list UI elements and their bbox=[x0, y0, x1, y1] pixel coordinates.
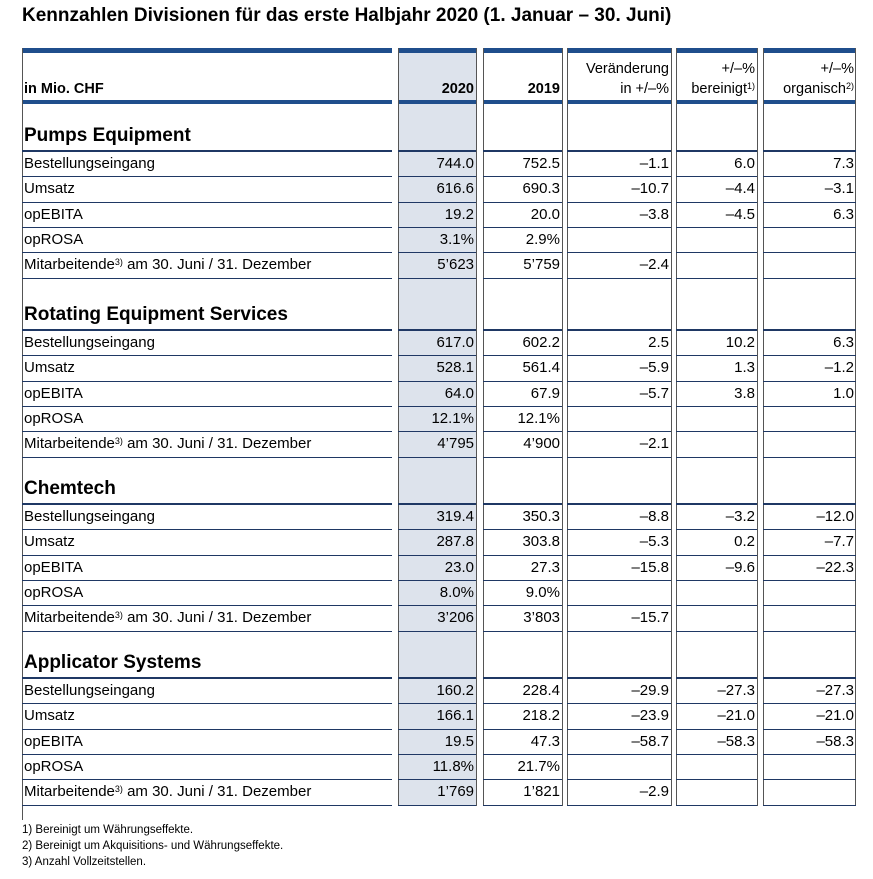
cell-2020: 166.1 bbox=[436, 707, 474, 725]
row-separator bbox=[398, 503, 476, 505]
row-separator bbox=[398, 580, 476, 581]
row-label: Bestellungseingang bbox=[24, 155, 155, 172]
row-separator bbox=[22, 150, 392, 152]
employees-label-date: am 30. Juni / 31. Dezember bbox=[122, 256, 312, 274]
row-separator bbox=[22, 227, 392, 228]
header-rule bbox=[763, 100, 856, 104]
row-separator bbox=[567, 677, 671, 679]
cell-2020: 11.8% bbox=[432, 757, 474, 775]
row-separator bbox=[22, 457, 392, 458]
cell-change: –15.8 bbox=[631, 558, 669, 576]
row-separator bbox=[22, 278, 392, 279]
row-separator bbox=[676, 355, 757, 356]
row-separator bbox=[763, 729, 856, 730]
row-separator bbox=[483, 677, 562, 679]
footnote-2: 2) Bereinigt um Akquisitions- und Währungseffekte. bbox=[22, 840, 284, 852]
cell-2020: 23.0 bbox=[444, 558, 474, 576]
cell-2020: 616.6 bbox=[436, 180, 474, 198]
top-rule bbox=[567, 48, 671, 53]
cell-2020: 528.1 bbox=[436, 359, 474, 377]
row-separator bbox=[567, 355, 671, 356]
cell-change: –5.9 bbox=[639, 359, 669, 377]
cell-2020: 19.5 bbox=[444, 732, 474, 750]
cell-2020: 5’623 bbox=[437, 256, 474, 274]
header-adjusted-line2: bereinigt$^{1)}$ bbox=[691, 81, 755, 97]
header-organic-line2: organisch$^{2)}$ bbox=[783, 81, 854, 97]
row-separator bbox=[483, 457, 562, 458]
row-separator bbox=[567, 805, 671, 806]
row-separator bbox=[676, 729, 757, 730]
footnote-3: 3) Anzahl Vollzeitstellen. bbox=[22, 856, 147, 868]
row-separator bbox=[483, 176, 562, 177]
cell-change: –5.3 bbox=[639, 533, 669, 551]
cell-adjusted: 6.0 bbox=[734, 155, 755, 172]
employees-label: Mitarbeitende bbox=[24, 783, 115, 801]
section-title: Applicator Systems bbox=[24, 652, 202, 673]
cell-change: –8.8 bbox=[639, 508, 669, 525]
row-separator bbox=[398, 252, 476, 253]
header-rule bbox=[567, 100, 671, 104]
row-separator bbox=[398, 176, 476, 177]
cell-2020: 617.0 bbox=[436, 334, 474, 351]
cell-2019: 27.3 bbox=[530, 558, 560, 576]
cell-2019: 47.3 bbox=[530, 732, 560, 750]
row-separator bbox=[567, 329, 671, 331]
cell-organic: –21.0 bbox=[816, 707, 854, 725]
row-separator bbox=[398, 754, 476, 755]
row-label: Umsatz bbox=[24, 180, 75, 198]
row-separator bbox=[398, 529, 476, 530]
footnote-ref-3: 3) bbox=[114, 257, 123, 268]
row-separator bbox=[22, 529, 392, 530]
footnote-ref-3: 3) bbox=[114, 610, 123, 621]
top-rule bbox=[763, 48, 856, 53]
cell-organic: 1.0 bbox=[833, 384, 854, 402]
cell-adjusted: –58.3 bbox=[717, 732, 755, 750]
cell-adjusted: –4.4 bbox=[725, 180, 755, 198]
row-separator bbox=[483, 729, 562, 730]
header-rule bbox=[676, 100, 757, 104]
row-separator bbox=[763, 779, 856, 780]
row-separator bbox=[483, 503, 562, 505]
footnote-ref-2: 2) bbox=[845, 81, 854, 91]
row-separator bbox=[22, 754, 392, 755]
row-separator bbox=[676, 605, 757, 606]
row-separator bbox=[763, 754, 856, 755]
row-separator bbox=[567, 227, 671, 228]
row-separator bbox=[567, 754, 671, 755]
header-change-line2: in +/–% bbox=[620, 81, 669, 97]
page-title: Kennzahlen Divisionen für das erste Halbjahr 2020 (1. Januar – 30. Juni) bbox=[22, 5, 672, 26]
grid-line bbox=[22, 48, 23, 806]
row-separator bbox=[22, 431, 392, 432]
footnote-tick bbox=[22, 806, 23, 820]
row-label: opROSA bbox=[24, 230, 84, 248]
row-separator bbox=[22, 703, 392, 704]
row-separator bbox=[483, 805, 562, 806]
row-separator bbox=[483, 580, 562, 581]
row-separator bbox=[22, 805, 392, 806]
row-separator bbox=[567, 381, 671, 382]
row-separator bbox=[763, 431, 856, 432]
row-separator bbox=[763, 555, 856, 556]
row-separator bbox=[763, 227, 856, 228]
row-separator bbox=[398, 431, 476, 432]
row-separator bbox=[398, 605, 476, 606]
row-separator bbox=[763, 677, 856, 679]
row-separator bbox=[567, 631, 671, 632]
row-label: opEBITA bbox=[24, 205, 83, 223]
row-separator bbox=[398, 329, 476, 331]
row-label bbox=[24, 435, 311, 453]
row-separator bbox=[567, 457, 671, 458]
cell-change: –2.4 bbox=[639, 256, 669, 274]
row-separator bbox=[22, 329, 392, 331]
divisions-table bbox=[22, 48, 856, 806]
row-separator bbox=[483, 355, 562, 356]
cell-2020: 64.0 bbox=[444, 384, 474, 402]
footnote-ref-1: 1) bbox=[746, 81, 755, 91]
cell-2020: 319.4 bbox=[436, 508, 474, 525]
cell-organic: 6.3 bbox=[833, 334, 854, 351]
row-separator bbox=[22, 555, 392, 556]
row-separator bbox=[483, 406, 562, 407]
row-separator bbox=[567, 278, 671, 279]
cell-change: –15.7 bbox=[631, 609, 669, 627]
header-rule bbox=[398, 100, 476, 104]
employees-label: Mitarbeitende bbox=[24, 435, 115, 453]
cell-2019: 303.8 bbox=[522, 533, 560, 551]
row-separator bbox=[763, 150, 856, 152]
cell-2019: 9.0% bbox=[525, 583, 560, 601]
row-label bbox=[24, 256, 311, 274]
top-rule bbox=[676, 48, 757, 53]
row-separator bbox=[22, 729, 392, 730]
header-rule bbox=[483, 100, 562, 104]
row-separator bbox=[483, 779, 562, 780]
header-2020: 2020 bbox=[441, 81, 474, 97]
cell-organic: –22.3 bbox=[816, 558, 854, 576]
cell-organic: –12.0 bbox=[816, 508, 854, 525]
cell-2019: 4’900 bbox=[523, 435, 560, 453]
cell-2019: 3’803 bbox=[523, 609, 560, 627]
cell-change: –2.1 bbox=[639, 435, 669, 453]
cell-change: 2.5 bbox=[648, 334, 669, 351]
row-separator bbox=[398, 703, 476, 704]
footnote-ref-3: 3) bbox=[114, 784, 123, 795]
row-separator bbox=[763, 176, 856, 177]
row-separator bbox=[676, 329, 757, 331]
row-separator bbox=[567, 580, 671, 581]
row-separator bbox=[763, 503, 856, 505]
row-separator bbox=[22, 176, 392, 177]
cell-adjusted: –27.3 bbox=[717, 682, 755, 699]
cell-2020: 12.1% bbox=[431, 409, 474, 427]
cell-change: –58.7 bbox=[631, 732, 669, 750]
header-rule bbox=[22, 100, 392, 104]
row-separator bbox=[22, 779, 392, 780]
row-separator bbox=[483, 754, 562, 755]
row-separator bbox=[676, 227, 757, 228]
row-separator bbox=[676, 406, 757, 407]
cell-2020: 4’795 bbox=[437, 435, 474, 453]
row-separator bbox=[483, 631, 562, 632]
footnote-1: 1) Bereinigt um Währungseffekte. bbox=[22, 824, 194, 836]
row-separator bbox=[763, 605, 856, 606]
row-label: opEBITA bbox=[24, 384, 83, 402]
employees-label: Mitarbeitende bbox=[24, 256, 115, 274]
row-separator bbox=[676, 278, 757, 279]
row-separator bbox=[676, 631, 757, 632]
cell-adjusted: –9.6 bbox=[725, 558, 755, 576]
row-separator bbox=[22, 355, 392, 356]
cell-2019: 228.4 bbox=[522, 682, 560, 699]
row-label bbox=[24, 609, 311, 627]
row-separator bbox=[676, 529, 757, 530]
row-separator bbox=[22, 381, 392, 382]
row-separator bbox=[483, 227, 562, 228]
header-unit-label: in Mio. CHF bbox=[24, 81, 104, 97]
cell-change: –2.9 bbox=[639, 783, 669, 801]
cell-2019: 20.0 bbox=[530, 205, 560, 223]
row-separator bbox=[763, 355, 856, 356]
cell-2020: 1’769 bbox=[437, 783, 474, 801]
row-separator bbox=[398, 150, 476, 152]
row-label bbox=[24, 783, 311, 801]
cell-2020: 3.1% bbox=[439, 230, 474, 248]
row-label: Bestellungseingang bbox=[24, 508, 155, 525]
row-separator bbox=[676, 677, 757, 679]
row-label: Umsatz bbox=[24, 707, 75, 725]
row-separator bbox=[676, 202, 757, 203]
row-separator bbox=[676, 779, 757, 780]
cell-2020: 19.2 bbox=[444, 205, 474, 223]
cell-change: –10.7 bbox=[631, 180, 669, 198]
row-separator bbox=[676, 805, 757, 806]
row-separator bbox=[398, 457, 476, 458]
row-separator bbox=[398, 677, 476, 679]
grid-line bbox=[476, 48, 477, 806]
cell-2019: 67.9 bbox=[530, 384, 560, 402]
row-separator bbox=[398, 631, 476, 632]
row-label: opEBITA bbox=[24, 732, 83, 750]
cell-2019: 1’821 bbox=[523, 783, 560, 801]
row-separator bbox=[567, 703, 671, 704]
cell-adjusted: –21.0 bbox=[717, 707, 755, 725]
cell-organic: 7.3 bbox=[833, 155, 854, 172]
cell-2020: 3’206 bbox=[437, 609, 474, 627]
row-separator bbox=[763, 703, 856, 704]
row-separator bbox=[398, 729, 476, 730]
row-separator bbox=[763, 529, 856, 530]
row-separator bbox=[567, 176, 671, 177]
cell-2019: 21.7% bbox=[517, 757, 560, 775]
row-separator bbox=[483, 252, 562, 253]
row-label: opEBITA bbox=[24, 558, 83, 576]
row-separator bbox=[567, 605, 671, 606]
row-separator bbox=[763, 202, 856, 203]
cell-change: –5.7 bbox=[639, 384, 669, 402]
row-label: Bestellungseingang bbox=[24, 334, 155, 351]
row-separator bbox=[483, 202, 562, 203]
row-separator bbox=[676, 580, 757, 581]
row-separator bbox=[676, 457, 757, 458]
row-separator bbox=[22, 503, 392, 505]
top-rule bbox=[483, 48, 562, 53]
row-separator bbox=[483, 329, 562, 331]
header-organic-line1: +/–% bbox=[820, 61, 854, 77]
cell-2019: 218.2 bbox=[522, 707, 560, 725]
row-separator bbox=[763, 406, 856, 407]
employees-label: Mitarbeitende bbox=[24, 609, 115, 627]
cell-2019: 752.5 bbox=[522, 155, 560, 172]
top-rule bbox=[22, 48, 392, 53]
row-separator bbox=[676, 431, 757, 432]
row-separator bbox=[483, 605, 562, 606]
row-separator bbox=[483, 278, 562, 279]
row-separator bbox=[22, 580, 392, 581]
cell-2019: 2.9% bbox=[525, 230, 560, 248]
row-separator bbox=[398, 278, 476, 279]
cell-2020: 287.8 bbox=[436, 533, 474, 551]
cell-adjusted: –3.2 bbox=[725, 508, 755, 525]
cell-change: –3.8 bbox=[639, 205, 669, 223]
row-separator bbox=[676, 503, 757, 505]
row-separator bbox=[398, 805, 476, 806]
row-label: Umsatz bbox=[24, 359, 75, 377]
header-adjusted-line1: +/–% bbox=[721, 61, 755, 77]
top-rule bbox=[398, 48, 476, 53]
row-separator bbox=[483, 555, 562, 556]
row-separator bbox=[676, 150, 757, 152]
grid-line bbox=[562, 48, 563, 806]
cell-2020: 8.0% bbox=[439, 583, 474, 601]
cell-2019: 561.4 bbox=[522, 359, 560, 377]
row-label: Umsatz bbox=[24, 533, 75, 551]
row-separator bbox=[567, 406, 671, 407]
employees-label-date: am 30. Juni / 31. Dezember bbox=[122, 783, 312, 801]
row-separator bbox=[676, 703, 757, 704]
section-title: Rotating Equipment Services bbox=[24, 304, 288, 325]
cell-organic: –3.1 bbox=[824, 180, 854, 198]
row-label: opROSA bbox=[24, 757, 84, 775]
cell-organic: 6.3 bbox=[833, 205, 854, 223]
cell-change: –23.9 bbox=[631, 707, 669, 725]
row-separator bbox=[22, 605, 392, 606]
row-separator bbox=[22, 406, 392, 407]
cell-2019: 690.3 bbox=[522, 180, 560, 198]
row-separator bbox=[22, 202, 392, 203]
employees-label-date: am 30. Juni / 31. Dezember bbox=[122, 435, 312, 453]
employees-label-date: am 30. Juni / 31. Dezember bbox=[122, 609, 312, 627]
header-change-line1: Veränderung bbox=[585, 61, 669, 77]
row-separator bbox=[483, 529, 562, 530]
row-separator bbox=[763, 457, 856, 458]
grid-line bbox=[757, 48, 758, 806]
cell-change: –1.1 bbox=[639, 155, 669, 172]
row-separator bbox=[763, 631, 856, 632]
cell-organic: –7.7 bbox=[824, 533, 854, 551]
cell-change: –29.9 bbox=[631, 682, 669, 699]
row-separator bbox=[398, 555, 476, 556]
row-separator bbox=[22, 677, 392, 679]
row-separator bbox=[763, 278, 856, 279]
cell-organic: –1.2 bbox=[824, 359, 854, 377]
cell-adjusted: –4.5 bbox=[725, 205, 755, 223]
row-separator bbox=[567, 779, 671, 780]
row-separator bbox=[567, 503, 671, 505]
row-separator bbox=[567, 202, 671, 203]
cell-adjusted: 3.8 bbox=[734, 384, 755, 402]
cell-2019: 5’759 bbox=[523, 256, 560, 274]
row-separator bbox=[567, 150, 671, 152]
cell-adjusted: 0.2 bbox=[734, 533, 755, 551]
row-separator bbox=[483, 381, 562, 382]
row-separator bbox=[398, 355, 476, 356]
cell-organic: –58.3 bbox=[816, 732, 854, 750]
row-separator bbox=[567, 555, 671, 556]
row-separator bbox=[22, 631, 392, 632]
row-separator bbox=[676, 252, 757, 253]
row-separator bbox=[676, 555, 757, 556]
cell-2020: 160.2 bbox=[436, 682, 474, 699]
row-label: opROSA bbox=[24, 409, 84, 427]
section-title: Chemtech bbox=[24, 478, 116, 499]
row-separator bbox=[398, 202, 476, 203]
cell-2020: 744.0 bbox=[436, 155, 474, 172]
cell-2019: 602.2 bbox=[522, 334, 560, 351]
row-separator bbox=[676, 176, 757, 177]
row-separator bbox=[398, 406, 476, 407]
row-separator bbox=[398, 227, 476, 228]
row-label: Bestellungseingang bbox=[24, 682, 155, 699]
row-separator bbox=[483, 431, 562, 432]
row-separator bbox=[763, 329, 856, 331]
row-separator bbox=[567, 252, 671, 253]
row-separator bbox=[398, 381, 476, 382]
row-separator bbox=[398, 779, 476, 780]
grid-line bbox=[855, 48, 856, 806]
footnote-ref-3: 3) bbox=[114, 436, 123, 447]
cell-adjusted: 10.2 bbox=[725, 334, 755, 351]
header-2019: 2019 bbox=[527, 81, 560, 97]
row-separator bbox=[567, 729, 671, 730]
row-separator bbox=[763, 580, 856, 581]
row-separator bbox=[22, 252, 392, 253]
row-separator bbox=[567, 431, 671, 432]
row-separator bbox=[763, 252, 856, 253]
cell-2019: 12.1% bbox=[517, 409, 560, 427]
row-separator bbox=[676, 381, 757, 382]
row-label: opROSA bbox=[24, 583, 84, 601]
cell-2019: 350.3 bbox=[522, 508, 560, 525]
row-separator bbox=[483, 150, 562, 152]
row-separator bbox=[763, 805, 856, 806]
section-title: Pumps Equipment bbox=[24, 125, 191, 146]
row-separator bbox=[763, 381, 856, 382]
row-separator bbox=[676, 754, 757, 755]
cell-adjusted: 1.3 bbox=[734, 359, 755, 377]
row-separator bbox=[483, 703, 562, 704]
cell-organic: –27.3 bbox=[816, 682, 854, 699]
row-separator bbox=[567, 529, 671, 530]
grid-line bbox=[671, 48, 672, 806]
